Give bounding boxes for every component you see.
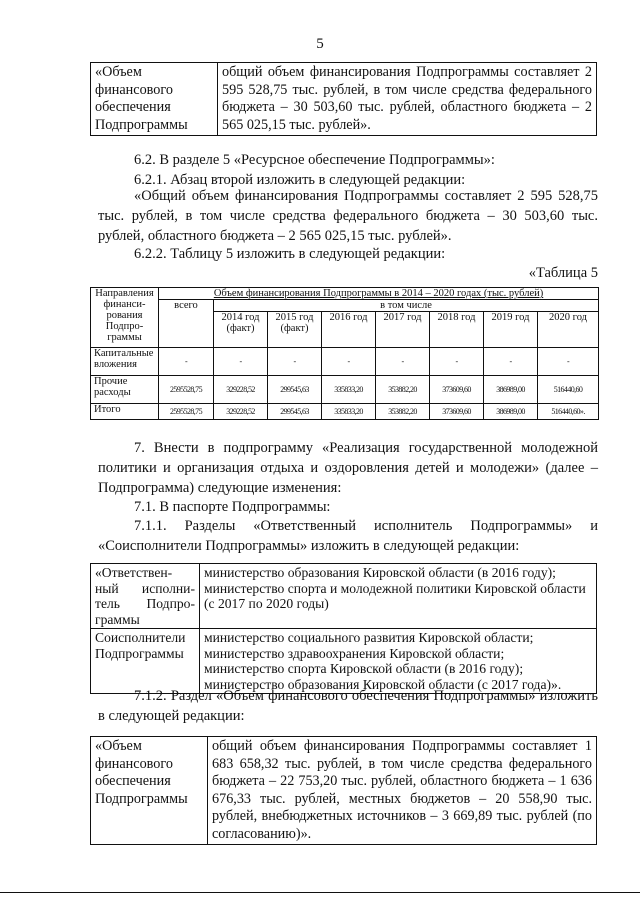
financing-box-1-label: «Объем финансового обеспечения Подпрограммы [91,63,218,136]
table-row [91,376,599,404]
cell-value: 299545,63 [268,404,322,420]
executor-line: министерство образования Кировской области (в 2016 году); [204,565,556,580]
row-label: Капитальные вложения [91,348,159,376]
cell-value: 335833,20 [322,404,376,420]
executor-line: министерство спорта и молодежной политики Кировской области (с 2017 по 2020 годы) [204,580,586,611]
table-row [91,404,599,420]
header-year: 2015 год (факт) [268,312,322,348]
cell-value: 386989,00 [484,376,538,404]
cell-value: 299545,63 [268,376,322,404]
header-year: 2016 год [322,312,376,348]
cell-value: 329228,52 [214,404,268,420]
cell-value: - [430,348,484,376]
cell-value: 335833,20 [322,376,376,404]
header-year: 2018 год [430,312,484,348]
cell-total: - [159,348,214,376]
financing-box-1-text: общий объем финансирования Подпрограммы составляет 2 595 528,75 тыс. рублей, в том числе средства федерального бюджета – 30 503,60 тыс. рублей, областного бюджета – 2 565 025,15 тыс. рублей». [218,63,597,136]
cell-value: 329228,52 [214,376,268,404]
coexecutors-value [200,629,597,694]
cell-total: 2595528,75 [159,376,214,404]
cell-value: - [214,348,268,376]
cell-value: - [376,348,430,376]
header-direction: Направления финанси-рования Подпро-граммы [91,288,159,348]
coexecutor-line: министерство здравоохранения Кировской области; [204,645,505,661]
paragraph-6-2-2: 6.2.2. Таблицу 5 изложить в следующей редакции: [134,246,446,262]
row-label: Итого [91,404,159,420]
executors-box [90,563,597,694]
coexecutor-line: министерство образования Кировской области (с 2017 года)». [204,676,562,692]
cell-value: - [484,348,538,376]
table-caption: «Таблица 5 [528,265,598,281]
table-row [91,348,599,376]
cell-value: 386989,00 [484,404,538,420]
paragraph-6-2-1: 6.2.1. Абзац второй изложить в следующей редакции: [134,172,466,188]
paragraph-7-1: 7.1. В паспорте Подпрограммы: [134,499,331,515]
cell-value: 516440,60». [538,404,599,420]
header-year: 2020 год [538,312,599,348]
financing-box-2-label: «Объем финансового обеспечения Подпрограммы [91,737,208,845]
cell-value: - [538,348,599,376]
paragraph-7-1-1: 7.1.1. Разделы «Ответственный исполнитель Подпрограммы» и «Соисполнители Подпрограммы» изложить в следующей редакции: [98,518,598,554]
coexecutor-line: министерство спорта Кировской области (в 2016 году); [204,661,524,676]
header-year: 2017 год [376,312,430,348]
paragraph-6-2: 6.2. В разделе 5 «Ресурсное обеспечение Подпрограммы»: [134,152,495,168]
executor-value [200,564,597,629]
coexecutors-label: Соисполнители Подпрограммы [91,629,200,694]
cell-value: 373609,60 [430,376,484,404]
table-5 [90,287,599,420]
paragraph-7: 7. Внести в подпрограмму «Реализация государственной молодежной политики и организация отдыха и оздоровления детей и молодежи» (далее – Подпрограмма) следующие изменения: [98,440,598,496]
cell-value: 353882,20 [376,376,430,404]
executor-label: «Ответствен-ный исполни-тель Подпро-граммы [91,564,200,629]
header-total: всего [159,300,214,348]
financing-box-2-text: общий объем финансирования Подпрограммы составляет 1 683 658,32 тыс. рублей, в том числе средства федерального бюджета – 22 753,20 тыс. рублей, областного бюджета – 1 636 676,33 тыс. рублей, местных бюджетов – 20 558,90 тыс. рублей, внебюджетных источников – 3 669,89 тыс. рублей (по согласованию)». [208,737,597,845]
cell-value: - [322,348,376,376]
cell-value: 373609,60 [430,404,484,420]
cell-value: 516440,60 [538,376,599,404]
paragraph-7-1-2: 7.1.2. Раздел «Объем финансового обеспечения Подпрограммы» изложить в следующей редакции: [98,688,598,724]
cell-value: 353882,20 [376,404,430,420]
financing-box-2 [90,736,597,845]
financing-box-1 [90,62,597,136]
page-number: 5 [316,36,324,52]
coexecutor-line: министерство социального развития Кировской области; [204,630,534,645]
cell-value: - [268,348,322,376]
header-year: 2014 год (факт) [214,312,268,348]
header-including: в том числе [214,300,599,312]
row-label: Прочие расходы [91,376,159,404]
paragraph-quote: «Общий объем финансирования Подпрограммы составляет 2 595 528,75 тыс. рублей, в том числе средства федерального бюджета – 30 503,60 тыс. рублей, областного бюджета – 2 565 025,15 тыс. рублей». [98,188,598,244]
header-volume: Объем финансирования Подпрограммы в 2014 – 2020 годах (тыс. рублей) [159,288,599,300]
header-year: 2019 год [484,312,538,348]
bottom-rule [0,892,640,893]
cell-total: 2595528,75 [159,404,214,420]
